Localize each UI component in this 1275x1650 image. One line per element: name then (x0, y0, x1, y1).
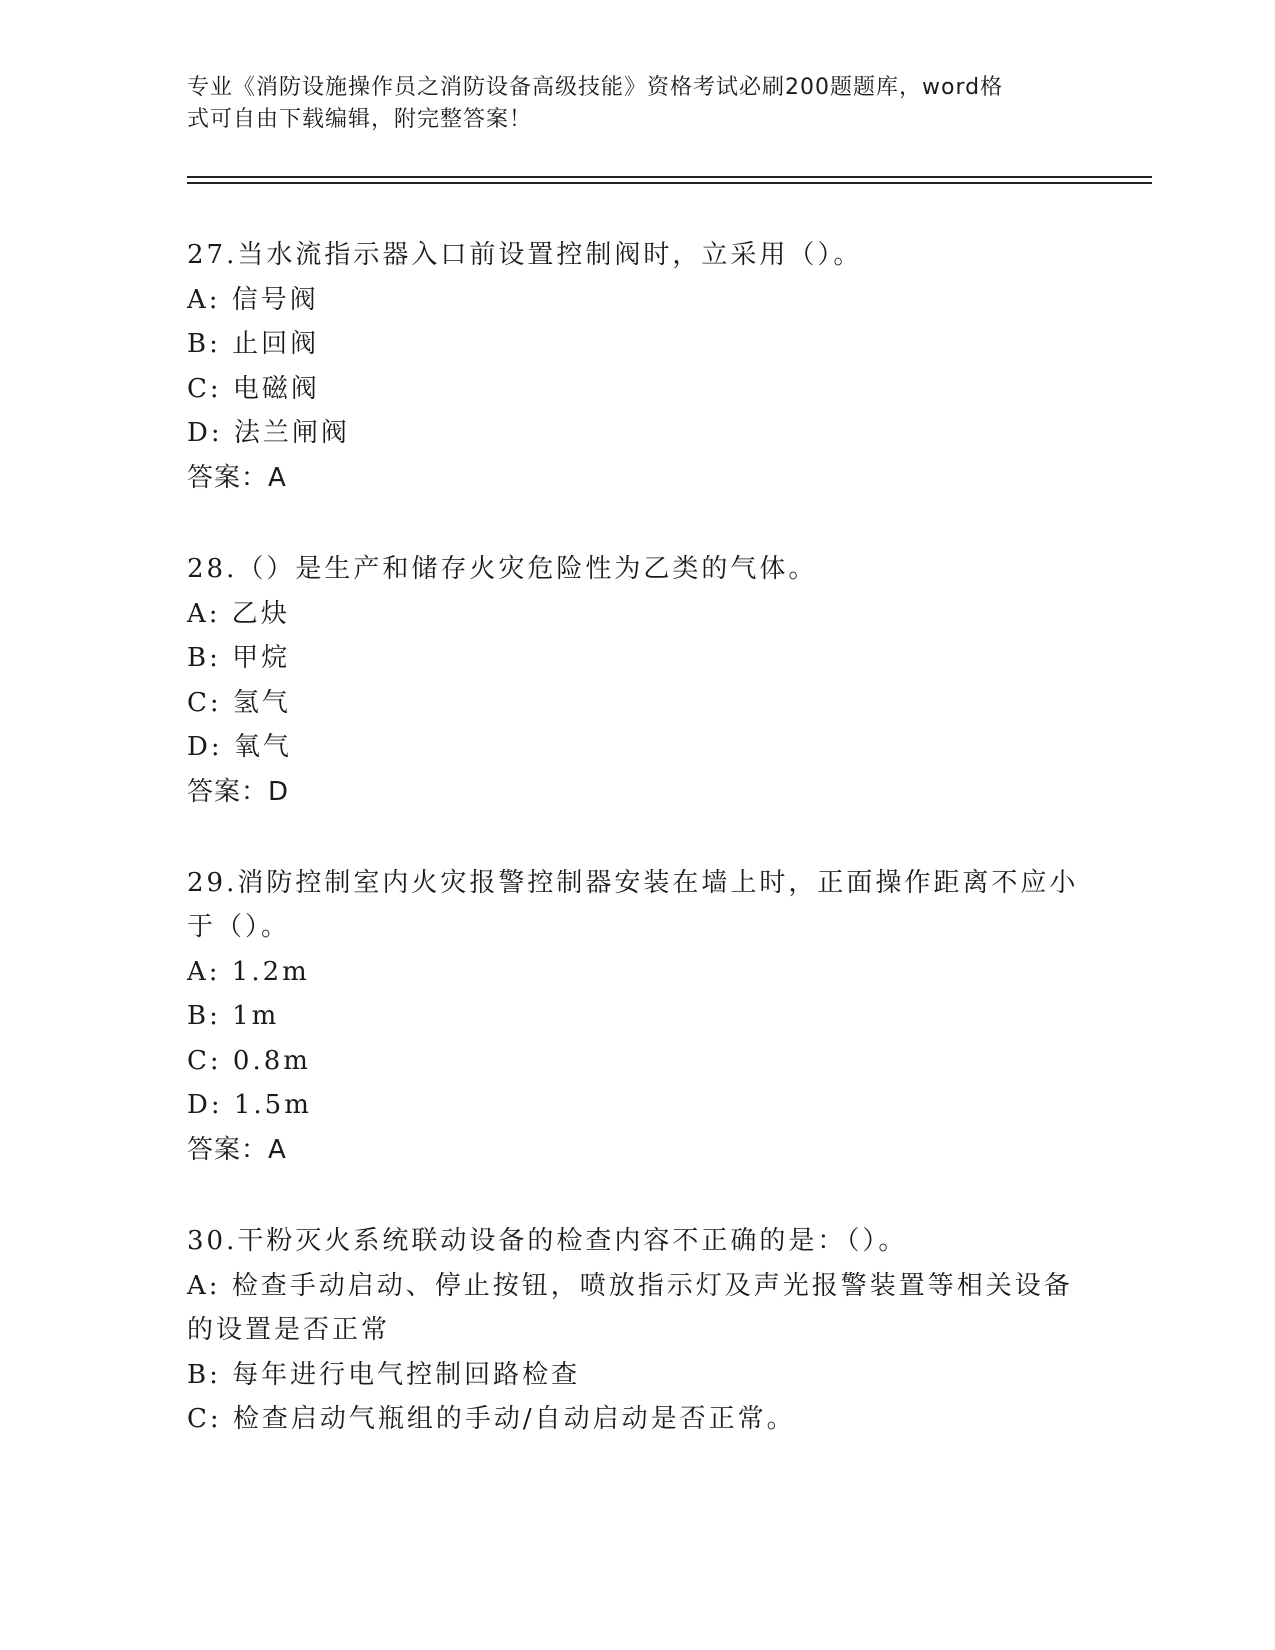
question-29-option-d: D: 1.5m (187, 1090, 312, 1120)
question-27-option-d: D: 法兰闸阀 (187, 418, 350, 448)
question-28-stem: 28.（）是生产和储存火灾危险性为乙类的气体。 (187, 554, 818, 584)
question-29-stem-line-1: 29.消防控制室内火灾报警控制器安装在墙上时，正面操作距离不应小 (187, 868, 1079, 898)
question-27-option-b: B: 止回阀 (187, 329, 320, 359)
question-29-stem-line-2: 于（）。 (187, 912, 291, 942)
question-29-option-c: C: 0.8m (187, 1046, 311, 1076)
question-27-option-c: C: 电磁阀 (187, 374, 320, 404)
question-29-option-b: B: 1m (187, 1001, 280, 1031)
question-30-option-c: C: 检查启动气瓶组的手动/自动启动是否正常。 (187, 1404, 796, 1434)
question-28-option-b: B: 甲烷 (187, 643, 291, 673)
header-divider-top (187, 176, 1152, 178)
header-divider-bottom (187, 182, 1152, 184)
question-30-stem: 30.干粉灭火系统联动设备的检查内容不正确的是：（）。 (187, 1226, 908, 1256)
question-28-option-a: A: 乙炔 (187, 599, 290, 629)
document-header (187, 72, 1067, 136)
question-28-option-c: C: 氢气 (187, 688, 291, 718)
question-30-option-a-line-1: A: 检查手动启动、停止按钮，喷放指示灯及声光报警装置等相关设备 (187, 1271, 1073, 1301)
header-line-2: 式可自由下载编辑，附完整答案！ (187, 107, 533, 132)
question-29-option-a: A: 1.2m (187, 957, 310, 987)
question-27-stem: 27.当水流指示器入口前设置控制阀时，立采用（）。 (187, 240, 863, 270)
question-29-answer: 答案：A (187, 1135, 287, 1165)
question-28-answer: 答案：D (187, 777, 290, 807)
question-30-option-a-line-2: 的设置是否正常 (187, 1315, 391, 1345)
question-27-option-a: A: 信号阀 (187, 285, 319, 315)
question-28-option-d: D: 氧气 (187, 732, 292, 762)
question-30-option-b: B: 每年进行电气控制回路检查 (187, 1360, 581, 1390)
header-line-1: 专业《消防设施操作员之消防设备高级技能》资格考试必刷200题题库，word格 (187, 75, 1004, 100)
question-27-answer: 答案：A (187, 463, 287, 493)
